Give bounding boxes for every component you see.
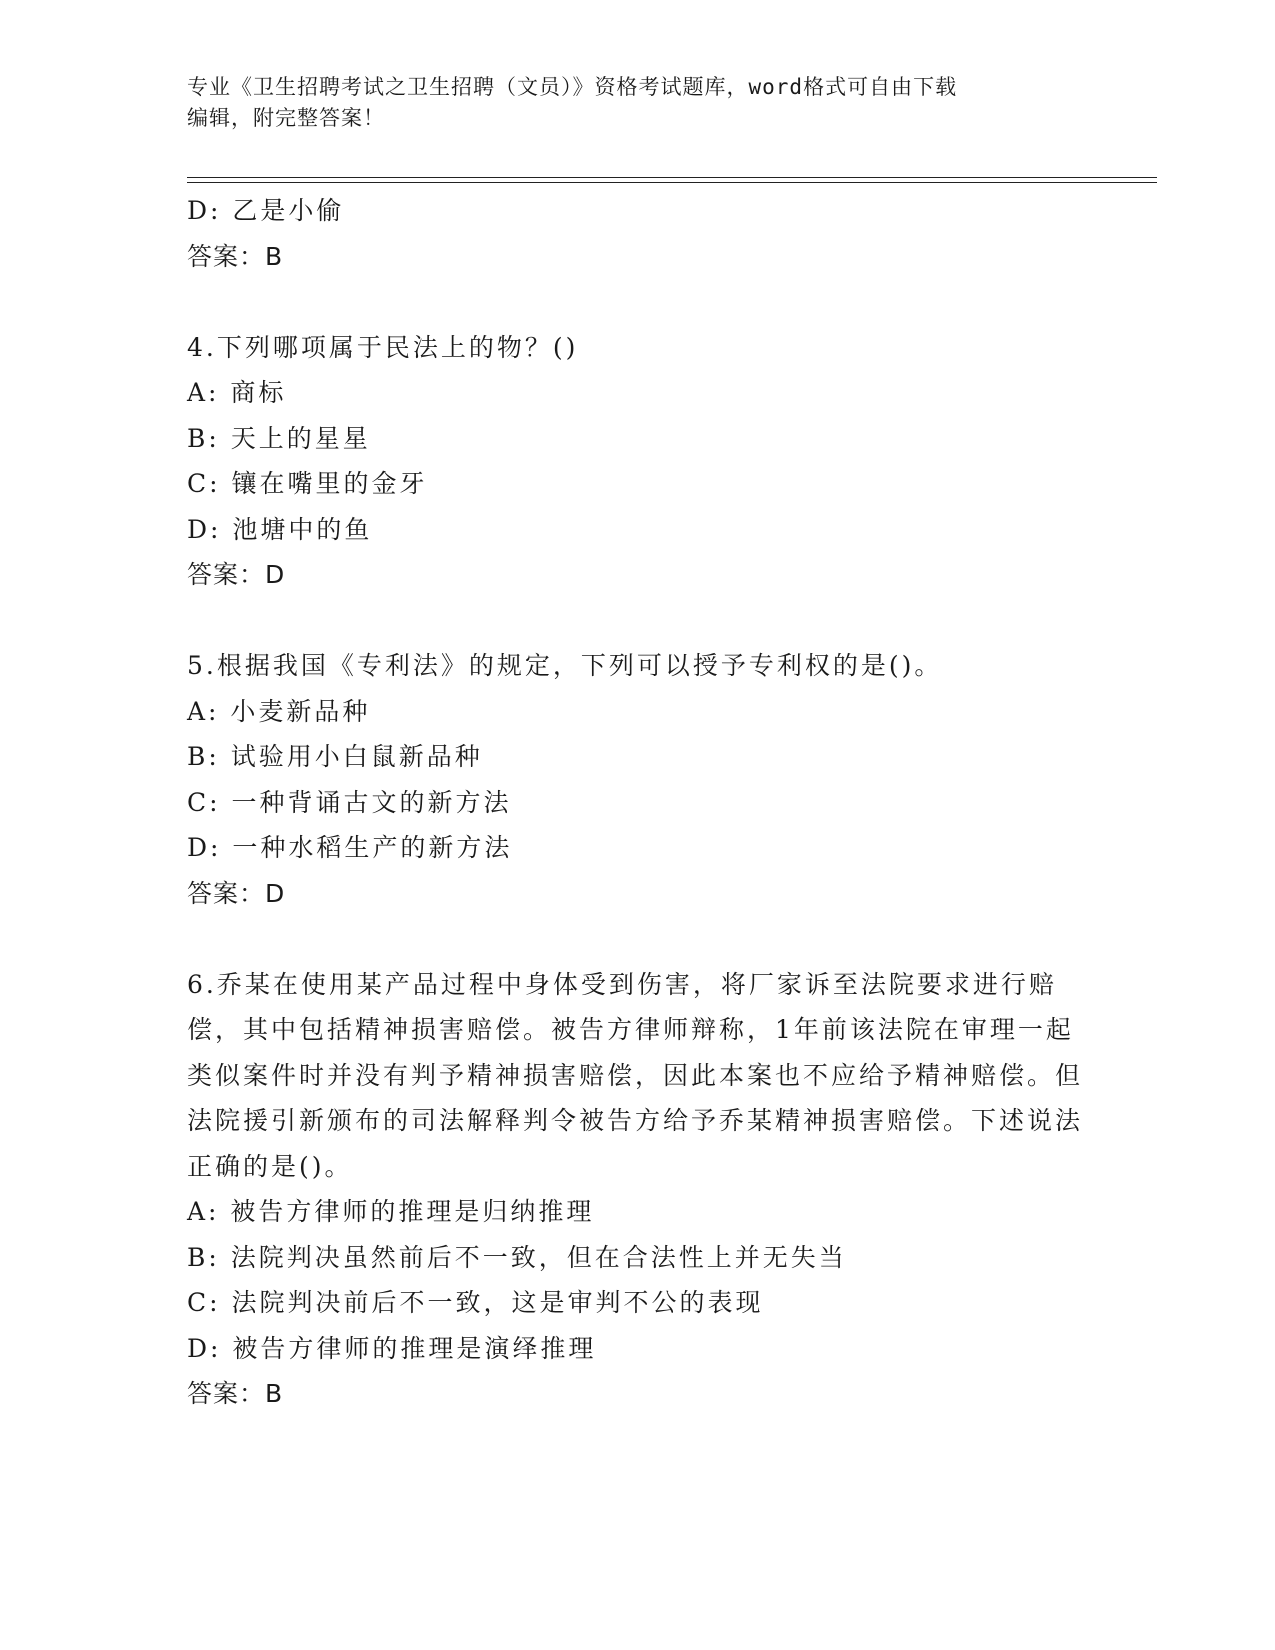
header-divider-top [187, 177, 1157, 178]
option-a: A: 小麦新品种 [187, 696, 371, 726]
option-d: D: 池塘中的鱼 [187, 514, 373, 544]
question-4 [187, 325, 1087, 598]
answer: 答案：B [187, 1379, 284, 1408]
header-line-1: 专业《卫生招聘考试之卫生招聘（文员）》资格考试题库，word格式可自由下载 [187, 75, 958, 99]
header-divider-bottom [187, 182, 1157, 183]
question-stem: 6.乔某在使用某产品过程中身体受到伤害，将厂家诉至法院要求进行赔偿，其中包括精神损害赔偿。被告方律师辩称，1年前该法院在审理一起类似案件时并没有判予精神损害赔偿，因此本案也不应给予精神赔偿。但法院援引新颁布的司法解释判令被告方给予乔某精神损害赔偿。下述说法正确的是()。 [187, 969, 1084, 1181]
option-c: C: 镶在嘴里的金牙 [187, 469, 428, 498]
option-a: A: 被告方律师的推理是归纳推理 [187, 1197, 595, 1226]
option-d: D: 一种水稻生产的新方法 [187, 833, 513, 862]
option-b: B: 试验用小白鼠新品种 [187, 742, 483, 771]
question-content [187, 188, 1087, 1417]
option-a: A: 商标 [187, 378, 287, 407]
question-6 [187, 962, 1087, 1417]
answer: 答案：D [187, 560, 286, 589]
document-header [187, 72, 1087, 134]
option-b: B: 法院判决虽然前后不一致，但在合法性上并无失当 [187, 1242, 847, 1272]
prev-answer: 答案：B [187, 241, 284, 271]
question-stem: 4.下列哪项属于民法上的物？() [187, 332, 579, 362]
option-b: B: 天上的星星 [187, 423, 371, 453]
question-stem: 5.根据我国《专利法》的规定，下列可以授予专利权的是()。 [187, 651, 943, 680]
header-line-2: 编辑，附完整答案！ [187, 106, 385, 130]
prev-option-d: D: 乙是小偷 [187, 196, 345, 225]
answer: 答案：D [187, 878, 286, 908]
option-d: D: 被告方律师的推理是演绎推理 [187, 1333, 597, 1363]
option-c: C: 一种背诵古文的新方法 [187, 787, 512, 817]
question-5 [187, 643, 1087, 916]
option-c: C: 法院判决前后不一致，这是审判不公的表现 [187, 1288, 764, 1317]
